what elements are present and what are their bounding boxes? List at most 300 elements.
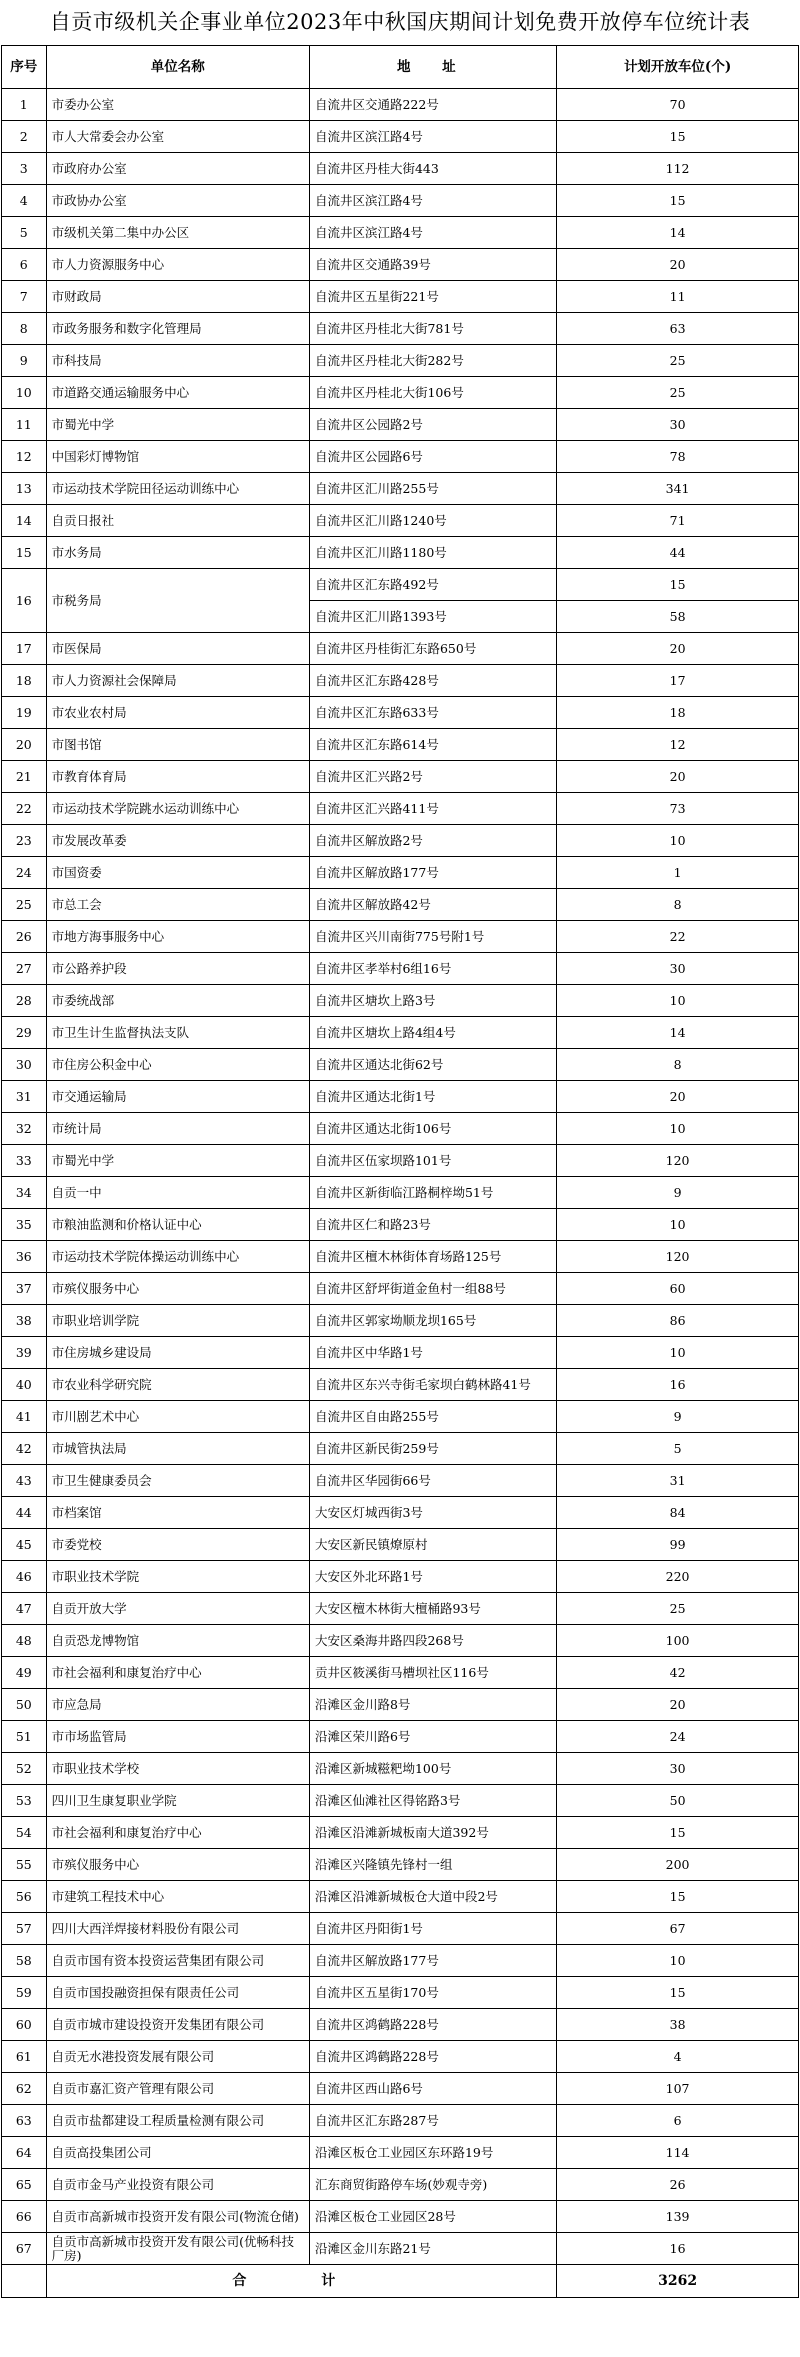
- row-count: 38: [557, 2009, 799, 2041]
- row-index: 59: [2, 1977, 47, 2009]
- row-name: 自贡无水港投资发展有限公司: [46, 2041, 309, 2073]
- table-row: [2, 1401, 799, 1433]
- row-address: 自流井区舒坪街道金鱼村一组88号: [309, 1273, 556, 1305]
- row-name: 市社会福利和康复治疗中心: [46, 1817, 309, 1849]
- row-address: 大安区灯城西街3号: [309, 1497, 556, 1529]
- table-row: [2, 441, 799, 473]
- row-name: 市运动技术学院体操运动训练中心: [46, 1241, 309, 1273]
- row-name: 市住房公积金中心: [46, 1049, 309, 1081]
- row-count: 25: [557, 377, 799, 409]
- row-name: 自贡市金马产业投资有限公司: [46, 2169, 309, 2201]
- row-name: 自贡市国投融资担保有限责任公司: [46, 1977, 309, 2009]
- row-count: 58: [557, 601, 799, 633]
- table-row: [2, 2201, 799, 2233]
- table-row: [2, 1913, 799, 1945]
- row-address: 沿滩区新城糍粑坳100号: [309, 1753, 556, 1785]
- row-name: 四川大西洋焊接材料股份有限公司: [46, 1913, 309, 1945]
- row-address: 自流井区公园路6号: [309, 441, 556, 473]
- row-address: 自流井区交通路222号: [309, 89, 556, 121]
- row-index: 43: [2, 1465, 47, 1497]
- row-name: 市运动技术学院田径运动训练中心: [46, 473, 309, 505]
- row-count: 8: [557, 1049, 799, 1081]
- row-index: 31: [2, 1081, 47, 1113]
- row-count: 9: [557, 1177, 799, 1209]
- table-row: [2, 1049, 799, 1081]
- row-count: 8: [557, 889, 799, 921]
- row-index: 13: [2, 473, 47, 505]
- row-address: 自流井区塘坎上路4组4号: [309, 1017, 556, 1049]
- row-name: 市水务局: [46, 537, 309, 569]
- row-index: 35: [2, 1209, 47, 1241]
- row-count: 20: [557, 1689, 799, 1721]
- row-index: 29: [2, 1017, 47, 1049]
- row-name: 市殡仪服务中心: [46, 1273, 309, 1305]
- row-index: 14: [2, 505, 47, 537]
- row-address: 大安区桑海井路四段268号: [309, 1625, 556, 1657]
- row-name: 市卫生计生监督执法支队: [46, 1017, 309, 1049]
- row-index: 26: [2, 921, 47, 953]
- row-name: 市蜀光中学: [46, 409, 309, 441]
- parking-table: [1, 45, 799, 2298]
- row-address: 自流井区丹桂北大街781号: [309, 313, 556, 345]
- table-row: [2, 857, 799, 889]
- row-address: 沿滩区兴隆镇先锋村一组: [309, 1849, 556, 1881]
- table-row: [2, 985, 799, 1017]
- row-index: 25: [2, 889, 47, 921]
- row-count: 10: [557, 1113, 799, 1145]
- row-address: 沿滩区仙滩社区得铭路3号: [309, 1785, 556, 1817]
- row-name: 市建筑工程技术中心: [46, 1881, 309, 1913]
- row-address: 自流井区交通路39号: [309, 249, 556, 281]
- row-index: 34: [2, 1177, 47, 1209]
- row-count: 6: [557, 2105, 799, 2137]
- row-name: 市人大常委会办公室: [46, 121, 309, 153]
- row-count: 15: [557, 1881, 799, 1913]
- row-address: 自流井区伍家坝路101号: [309, 1145, 556, 1177]
- row-count: 200: [557, 1849, 799, 1881]
- row-index: 1: [2, 89, 47, 121]
- row-address: 自流井区丹桂北大街282号: [309, 345, 556, 377]
- row-count: 112: [557, 153, 799, 185]
- row-count: 10: [557, 1337, 799, 1369]
- row-name: 市地方海事服务中心: [46, 921, 309, 953]
- table-row: [2, 153, 799, 185]
- row-name: 自贡市国有资本投资运营集团有限公司: [46, 1945, 309, 1977]
- row-index: 56: [2, 1881, 47, 1913]
- row-count: 73: [557, 793, 799, 825]
- row-address: 自流井区东兴寺街毛家坝白鹤林路41号: [309, 1369, 556, 1401]
- total-label: 合 计: [46, 2265, 557, 2298]
- table-row: [2, 2137, 799, 2169]
- row-name: 市发展改革委: [46, 825, 309, 857]
- row-address: 自流井区自由路255号: [309, 1401, 556, 1433]
- row-name: 自贡恐龙博物馆: [46, 1625, 309, 1657]
- row-name: 市运动技术学院跳水运动训练中心: [46, 793, 309, 825]
- row-count: 15: [557, 1977, 799, 2009]
- row-name: 自贡市盐都建设工程质量检测有限公司: [46, 2105, 309, 2137]
- row-index: 57: [2, 1913, 47, 1945]
- row-count: 25: [557, 345, 799, 377]
- row-index: 37: [2, 1273, 47, 1305]
- row-index: 61: [2, 2041, 47, 2073]
- table-row: [2, 89, 799, 121]
- row-address: 自流井区兴川南街775号附1号: [309, 921, 556, 953]
- total-value: 3262: [557, 2265, 799, 2298]
- row-count: 139: [557, 2201, 799, 2233]
- row-index: 22: [2, 793, 47, 825]
- row-count: 78: [557, 441, 799, 473]
- row-index: 18: [2, 665, 47, 697]
- table-row: [2, 1977, 799, 2009]
- row-name: 市人力资源服务中心: [46, 249, 309, 281]
- row-name: 市人力资源社会保障局: [46, 665, 309, 697]
- row-count: 10: [557, 1209, 799, 1241]
- row-index: 36: [2, 1241, 47, 1273]
- row-index: 21: [2, 761, 47, 793]
- table-row: [2, 537, 799, 569]
- row-name: 市委统战部: [46, 985, 309, 1017]
- row-name: 市道路交通运输服务中心: [46, 377, 309, 409]
- table-row: [2, 1657, 799, 1689]
- row-name: 自贡市高新城市投资开发有限公司(物流仓储): [46, 2201, 309, 2233]
- row-address: 自流井区塘坎上路3号: [309, 985, 556, 1017]
- row-index: 65: [2, 2169, 47, 2201]
- row-count: 14: [557, 217, 799, 249]
- row-address: 自流井区通达北街1号: [309, 1081, 556, 1113]
- table-row: [2, 409, 799, 441]
- row-name: 市卫生健康委员会: [46, 1465, 309, 1497]
- row-count: 67: [557, 1913, 799, 1945]
- row-index: 10: [2, 377, 47, 409]
- table-row: [2, 1881, 799, 1913]
- table-row: [2, 665, 799, 697]
- row-count: 18: [557, 697, 799, 729]
- table-row: [2, 2073, 799, 2105]
- table-row: [2, 1369, 799, 1401]
- row-name: 市职业培训学院: [46, 1305, 309, 1337]
- row-name: 市政协办公室: [46, 185, 309, 217]
- row-name: 市政府办公室: [46, 153, 309, 185]
- row-count: 16: [557, 2233, 799, 2265]
- row-address: 自流井区解放路42号: [309, 889, 556, 921]
- table-row: [2, 1561, 799, 1593]
- row-index: 27: [2, 953, 47, 985]
- row-index: 16: [2, 569, 47, 633]
- row-address: 自流井区丹桂北大街106号: [309, 377, 556, 409]
- row-count: 63: [557, 313, 799, 345]
- row-count: 20: [557, 249, 799, 281]
- table-row: [2, 1817, 799, 1849]
- table-row: [2, 1113, 799, 1145]
- table-header-row: [2, 46, 799, 89]
- row-name: 市应急局: [46, 1689, 309, 1721]
- row-index: 4: [2, 185, 47, 217]
- row-name: 四川卫生康复职业学院: [46, 1785, 309, 1817]
- table-row: [2, 185, 799, 217]
- table-row: [2, 1593, 799, 1625]
- table-row: [2, 505, 799, 537]
- row-count: 9: [557, 1401, 799, 1433]
- table-row: [2, 1305, 799, 1337]
- header-name: 单位名称: [46, 46, 309, 89]
- row-count: 20: [557, 1081, 799, 1113]
- row-index: 50: [2, 1689, 47, 1721]
- row-index: 64: [2, 2137, 47, 2169]
- row-count: 220: [557, 1561, 799, 1593]
- row-index: 48: [2, 1625, 47, 1657]
- table-row: [2, 345, 799, 377]
- row-count: 107: [557, 2073, 799, 2105]
- row-index: 8: [2, 313, 47, 345]
- row-address: 自流井区檀木林街体育场路125号: [309, 1241, 556, 1273]
- row-index: 23: [2, 825, 47, 857]
- table-row: [2, 1241, 799, 1273]
- row-name: 市统计局: [46, 1113, 309, 1145]
- table-row: [2, 249, 799, 281]
- table-row: [2, 121, 799, 153]
- row-name: 市交通运输局: [46, 1081, 309, 1113]
- row-address: 自流井区通达北街62号: [309, 1049, 556, 1081]
- row-count: 15: [557, 569, 799, 601]
- row-address: 自流井区新民街259号: [309, 1433, 556, 1465]
- table-row: [2, 2105, 799, 2137]
- table-row: [2, 1625, 799, 1657]
- table-row: [2, 1337, 799, 1369]
- table-row: [2, 2233, 799, 2265]
- row-address: 自流井区公园路2号: [309, 409, 556, 441]
- row-index: 30: [2, 1049, 47, 1081]
- row-name: 市社会福利和康复治疗中心: [46, 1657, 309, 1689]
- row-address: 沿滩区金川路8号: [309, 1689, 556, 1721]
- row-name: 市农业农村局: [46, 697, 309, 729]
- row-name: 市政务服务和数字化管理局: [46, 313, 309, 345]
- row-address: 自流井区汇川路1393号: [309, 601, 556, 633]
- table-row: [2, 1689, 799, 1721]
- table-row: [2, 281, 799, 313]
- row-name: 市公路养护段: [46, 953, 309, 985]
- row-name: 市殡仪服务中心: [46, 1849, 309, 1881]
- row-count: 100: [557, 1625, 799, 1657]
- row-address: 自流井区汇川路1180号: [309, 537, 556, 569]
- row-index: 19: [2, 697, 47, 729]
- table-row: [2, 313, 799, 345]
- row-address: 自流井区中华路1号: [309, 1337, 556, 1369]
- row-count: 31: [557, 1465, 799, 1497]
- row-address: 自流井区丹桂大街443: [309, 153, 556, 185]
- row-index: 49: [2, 1657, 47, 1689]
- row-count: 60: [557, 1273, 799, 1305]
- row-index: 46: [2, 1561, 47, 1593]
- row-address: 汇东商贸街路停车场(妙观寺旁): [309, 2169, 556, 2201]
- row-index: 24: [2, 857, 47, 889]
- row-address: 沿滩区板仓工业园区东环路19号: [309, 2137, 556, 2169]
- row-name: 市图书馆: [46, 729, 309, 761]
- table-row: [2, 2169, 799, 2201]
- table-row: [2, 1273, 799, 1305]
- table-row: [2, 697, 799, 729]
- row-address: 大安区新民镇燎原村: [309, 1529, 556, 1561]
- row-name: 市档案馆: [46, 1497, 309, 1529]
- row-index: 33: [2, 1145, 47, 1177]
- table-row: [2, 761, 799, 793]
- row-name: 市市场监管局: [46, 1721, 309, 1753]
- row-index: 38: [2, 1305, 47, 1337]
- row-index: 12: [2, 441, 47, 473]
- row-name: 市城管执法局: [46, 1433, 309, 1465]
- row-name: 市国资委: [46, 857, 309, 889]
- row-count: 10: [557, 985, 799, 1017]
- row-count: 22: [557, 921, 799, 953]
- row-name: 市粮油监测和价格认证中心: [46, 1209, 309, 1241]
- row-address: 自流井区西山路6号: [309, 2073, 556, 2105]
- row-count: 25: [557, 1593, 799, 1625]
- row-address: 自流井区丹阳街1号: [309, 1913, 556, 1945]
- row-address: 自流井区鸿鹤路228号: [309, 2041, 556, 2073]
- row-address: 自流井区汇东路428号: [309, 665, 556, 697]
- table-row: [2, 889, 799, 921]
- row-index: 44: [2, 1497, 47, 1529]
- row-index: 5: [2, 217, 47, 249]
- row-count: 24: [557, 1721, 799, 1753]
- row-address: 自流井区解放路2号: [309, 825, 556, 857]
- row-index: 62: [2, 2073, 47, 2105]
- row-name: 自贡高投集团公司: [46, 2137, 309, 2169]
- row-address: 沿滩区沿滩新城板南大道392号: [309, 1817, 556, 1849]
- row-index: 45: [2, 1529, 47, 1561]
- row-name: 市总工会: [46, 889, 309, 921]
- row-index: 52: [2, 1753, 47, 1785]
- table-row: [2, 1209, 799, 1241]
- row-name: 市委办公室: [46, 89, 309, 121]
- row-address: 自流井区仁和路23号: [309, 1209, 556, 1241]
- row-name: 市委党校: [46, 1529, 309, 1561]
- total-row: [2, 2265, 799, 2298]
- table-row: [2, 473, 799, 505]
- row-name: 市川剧艺术中心: [46, 1401, 309, 1433]
- row-address: 自流井区郭家坳顺龙坝165号: [309, 1305, 556, 1337]
- row-count: 44: [557, 537, 799, 569]
- row-index: 9: [2, 345, 47, 377]
- table-row: [2, 1177, 799, 1209]
- row-name: 市职业技术学院: [46, 1561, 309, 1593]
- row-name: 市职业技术学校: [46, 1753, 309, 1785]
- table-row: [2, 1145, 799, 1177]
- row-count: 84: [557, 1497, 799, 1529]
- row-index: 54: [2, 1817, 47, 1849]
- row-address: 贡井区筱溪街马槽坝社区116号: [309, 1657, 556, 1689]
- row-index: 51: [2, 1721, 47, 1753]
- row-index: 41: [2, 1401, 47, 1433]
- table-row: [2, 377, 799, 409]
- row-address: 自流井区解放路177号: [309, 1945, 556, 1977]
- row-name: 市住房城乡建设局: [46, 1337, 309, 1369]
- table-row: [2, 217, 799, 249]
- row-index: 60: [2, 2009, 47, 2041]
- table-row: [2, 1433, 799, 1465]
- table-row: [2, 729, 799, 761]
- row-address: 大安区檀木林街大檀桶路93号: [309, 1593, 556, 1625]
- table-row: [2, 1785, 799, 1817]
- table-row: [2, 633, 799, 665]
- row-count: 71: [557, 505, 799, 537]
- table-row: [2, 569, 799, 601]
- row-address: 自流井区汇东路633号: [309, 697, 556, 729]
- row-address: 沿滩区板仓工业园区28号: [309, 2201, 556, 2233]
- row-count: 1: [557, 857, 799, 889]
- row-address: 沿滩区金川东路21号: [309, 2233, 556, 2265]
- row-index: 67: [2, 2233, 47, 2265]
- header-count: 计划开放车位(个): [557, 46, 799, 89]
- row-address: 自流井区汇川路255号: [309, 473, 556, 505]
- row-index: 6: [2, 249, 47, 281]
- row-name: 市蜀光中学: [46, 1145, 309, 1177]
- row-name: 自贡日报社: [46, 505, 309, 537]
- row-count: 5: [557, 1433, 799, 1465]
- row-name: 市税务局: [46, 569, 309, 633]
- table-row: [2, 1081, 799, 1113]
- row-count: 99: [557, 1529, 799, 1561]
- row-address: 自流井区孝举村6组16号: [309, 953, 556, 985]
- row-index: 2: [2, 121, 47, 153]
- row-index: 58: [2, 1945, 47, 1977]
- row-count: 114: [557, 2137, 799, 2169]
- table-row: [2, 1465, 799, 1497]
- row-count: 17: [557, 665, 799, 697]
- row-count: 30: [557, 953, 799, 985]
- table-row: [2, 921, 799, 953]
- row-address: 自流井区汇东路614号: [309, 729, 556, 761]
- table-row: [2, 2009, 799, 2041]
- row-index: 17: [2, 633, 47, 665]
- row-index: 7: [2, 281, 47, 313]
- row-index: 55: [2, 1849, 47, 1881]
- row-count: 16: [557, 1369, 799, 1401]
- row-index: 63: [2, 2105, 47, 2137]
- table-row: [2, 1497, 799, 1529]
- row-index: 39: [2, 1337, 47, 1369]
- row-name: 市科技局: [46, 345, 309, 377]
- table-row: [2, 1529, 799, 1561]
- row-count: 120: [557, 1145, 799, 1177]
- row-name: 自贡开放大学: [46, 1593, 309, 1625]
- row-count: 70: [557, 89, 799, 121]
- row-address: 自流井区汇川路1240号: [309, 505, 556, 537]
- row-count: 30: [557, 1753, 799, 1785]
- table-row: [2, 2041, 799, 2073]
- row-name: 自贡市城市建设投资开发集团有限公司: [46, 2009, 309, 2041]
- row-index: 40: [2, 1369, 47, 1401]
- row-address: 自流井区五星街221号: [309, 281, 556, 313]
- row-count: 20: [557, 633, 799, 665]
- row-count: 30: [557, 409, 799, 441]
- row-name: 市教育体育局: [46, 761, 309, 793]
- row-count: 50: [557, 1785, 799, 1817]
- row-address: 自流井区汇兴路411号: [309, 793, 556, 825]
- row-address: 自流井区汇东路287号: [309, 2105, 556, 2137]
- row-index: 20: [2, 729, 47, 761]
- row-index: 32: [2, 1113, 47, 1145]
- row-name: 自贡市高新城市投资开发有限公司(优畅科技厂房): [46, 2233, 309, 2265]
- row-index: 15: [2, 537, 47, 569]
- row-name: 市医保局: [46, 633, 309, 665]
- row-index: 47: [2, 1593, 47, 1625]
- row-name: 市农业科学研究院: [46, 1369, 309, 1401]
- table-row: [2, 1849, 799, 1881]
- row-count: 86: [557, 1305, 799, 1337]
- row-index: 3: [2, 153, 47, 185]
- row-count: 12: [557, 729, 799, 761]
- row-count: 15: [557, 121, 799, 153]
